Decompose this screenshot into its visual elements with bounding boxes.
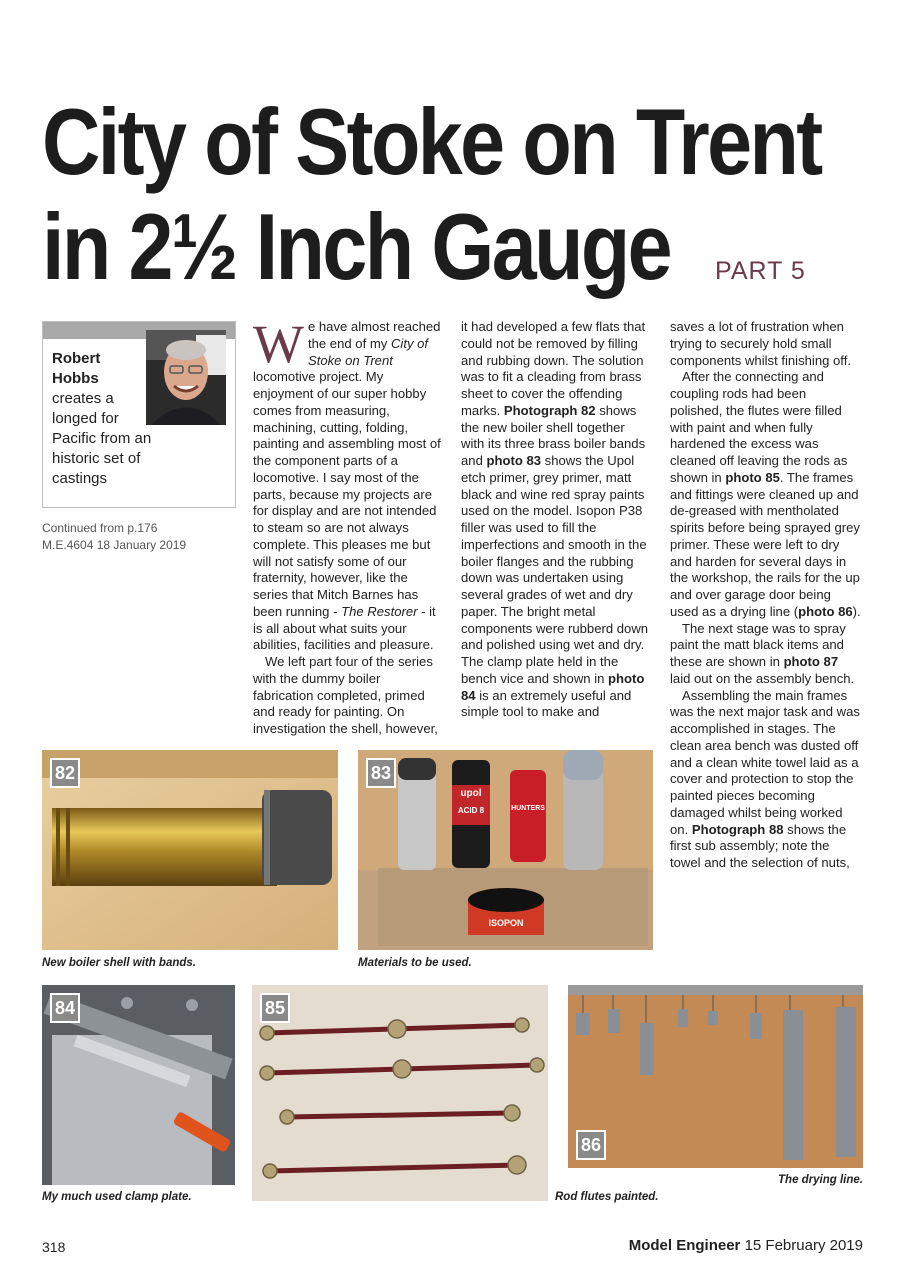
article-title-line-1: City of Stoke on Trent [42, 89, 821, 194]
caption-86: The drying line. [778, 1174, 863, 1186]
col1-text: locomotive project. My enjoyment of our super hobby comes from measuring, machining, cutting, folding, painting and assembling most of the component parts of a locomotive. I say most of the parts, because my projects are for display and are not intended to steam so are not always complete. This pleases me but will not satisfy some of our fraternity, however, like the series that Mitch Barnes has been running - [253, 369, 441, 619]
photo-number-84: 84 [50, 993, 80, 1023]
author-description [52, 349, 237, 489]
text-column-3 [670, 319, 862, 872]
caption-82: New boiler shell with bands. [42, 957, 196, 969]
caption-83: Materials to be used. [358, 957, 472, 969]
magazine-name: Model Engineer [628, 1237, 741, 1254]
col3-text-3a: The next stage was to spray paint the matt black items and these are shown in [670, 620, 846, 669]
col3-text-2a: After the connecting and coupling rods had been polished, the flutes were filled with paint and when fully hardened the excess was cleaned off leaving the rods as shown in [670, 369, 848, 485]
col3-photo-ref-85: photo 85 [725, 469, 780, 485]
can-label-hunters: HUNTERS [511, 805, 545, 812]
photo-83 [358, 750, 653, 950]
photo-number-85: 85 [260, 993, 290, 1023]
caption-84: My much used clamp plate. [42, 1191, 192, 1203]
col3-text-4c: shows the first sub assembly; note the towel and the selection of nuts, [670, 821, 850, 870]
photo-number-82: 82 [50, 758, 80, 788]
col3-photo-ref-88: Photograph 88 [691, 821, 784, 837]
text-column-2 [461, 319, 651, 721]
caption-85: Rod flutes painted. [555, 1191, 659, 1203]
footer-magazine [629, 1237, 863, 1254]
col3-paragraph-1: saves a lot of frustration when trying to securely hold small components whilst finishing off. [670, 319, 851, 368]
col3-photo-ref-86: photo 86 [798, 603, 853, 619]
col2-photo-ref-83: photo 83 [486, 453, 542, 468]
col1-italic-series: The Restorer [341, 603, 418, 619]
col3-text-3c: laid out on the assembly bench. [670, 670, 855, 686]
drop-cap: W [253, 314, 304, 374]
photo-85 [252, 985, 548, 1201]
col3-text-2e: ). [852, 603, 861, 619]
col1-text-end: - it is all about what suits your abilities, facilities and pleasure. [253, 603, 436, 653]
continued-note [42, 520, 186, 554]
author-last-name: Hobbs [52, 370, 99, 387]
photo-86 [568, 985, 863, 1168]
col1-italic-title: City of Stoke on Trent [307, 335, 429, 368]
author-first-name: Robert [52, 350, 101, 367]
continued-from: Continued from p.176 [42, 521, 158, 535]
col2-photo-ref-82: Photograph 82 [503, 402, 596, 418]
photo-number-86: 86 [576, 1130, 606, 1160]
col3-text-2c: . The frames and fittings were cleaned up and de-greased with mentholated spirits before being sprayed grey primer. These were left to dry and harden for several days in the workshop, the rails for the up and over garage door being used as a drying line ( [670, 469, 860, 619]
article-title-line-2: in 2½ Inch Gauge [42, 194, 671, 299]
col2-text-a: it had developed a few flats that could not be removed by filling and rubbing down. The solution was to fit a cleading from brass sheet to cover the offending marks. [461, 319, 646, 418]
issue-date: 15 February 2019 [744, 1237, 863, 1254]
col2-text-g: is an extremely useful and simple tool to make and [461, 687, 632, 720]
photo-number-83: 83 [366, 758, 396, 788]
can-label-upol: upol [460, 788, 482, 799]
col2-photo-ref-84: photo 84 [461, 670, 645, 703]
part-label: PART 5 [715, 257, 806, 285]
can-label-acid: ACID 8 [457, 806, 485, 815]
col2-text-c: shows the new boiler shell together with its three brass boiler bands and [461, 402, 646, 468]
text-column-1 [253, 314, 443, 738]
tin-label-isopon: ISOPON [488, 918, 524, 928]
col3-text-4a: Assembling the main frames was the next major task and was accomplished in stages. The clean area bench was dusted off and a clean white towel laid as a cover and protection to stop the painted pieces becoming damaged whilst being worked on. [670, 687, 860, 837]
photo-84 [42, 985, 235, 1185]
col2-text-e: shows the Upol etch primer, grey primer, matt black and wine red spray paints used on the model. Isopon P38 filler was used to fill the imperfections and smooth in the boiler flanges and the rubbing down was undertaken using several grades of wet and dry paper. The bright metal components were rubberd down and polished using wet and dry. The clamp plate held in the bench vice and shown in [461, 453, 649, 686]
page-number: 318 [42, 1239, 66, 1255]
author-box [42, 321, 236, 508]
col1-text-start: e have almost reached the end of my [307, 319, 441, 351]
col3-photo-ref-87: photo 87 [783, 654, 839, 669]
author-summary: creates a longed for Pacific from an historic set of castings [52, 390, 152, 487]
photo-82 [42, 750, 338, 950]
col1-paragraph-2: We left part four of the series with the dummy boiler fabrication completed, primed and ready for painting. On investigation the shell, however, [253, 654, 438, 736]
issue-reference: M.E.4604 18 January 2019 [42, 538, 187, 552]
